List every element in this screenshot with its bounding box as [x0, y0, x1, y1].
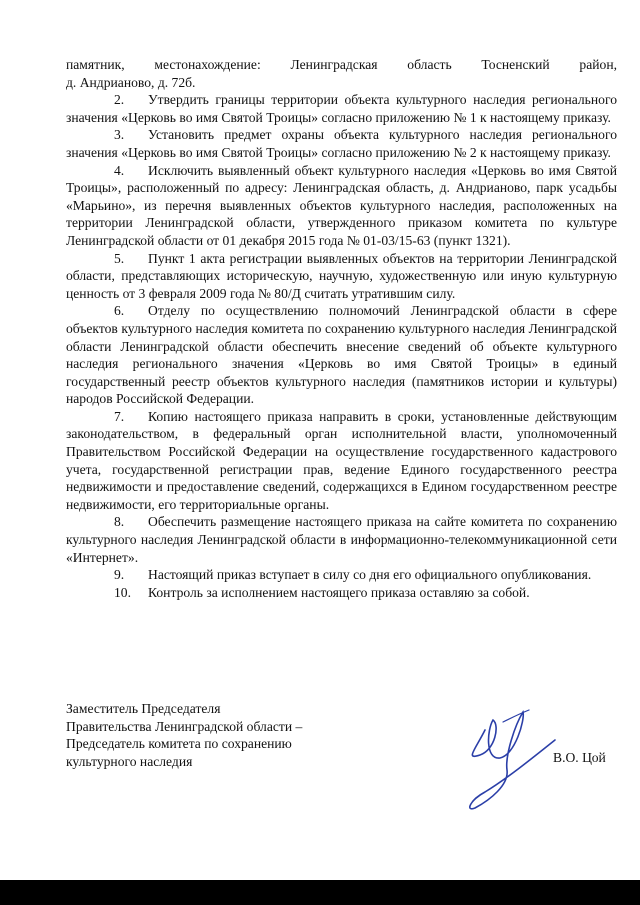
signatory-title	[66, 700, 302, 770]
signatory-title-line-4: культурного наследия	[66, 753, 193, 769]
item-number: 9.	[114, 567, 125, 583]
order-item-7	[66, 408, 617, 514]
item-number: 7.	[114, 408, 125, 424]
item-text: Настоящий приказ вступает в силу со дня его официального опубликования.	[148, 567, 592, 583]
item-number: 5.	[114, 250, 125, 266]
order-item-2	[66, 91, 617, 126]
item-number: 8.	[114, 514, 125, 530]
item-text: Исключить выявленный объект культурного наследия «Церковь во имя Святой Троицы», расположенный по адресу: Ленинградская область, д. Андрианово, парк усадьбы «Марьино», из перечня выявленных объектов культурного наследия, расположенных на территории Ленинградской области, утвержденного приказом комитета по культуре Ленинградской области от 01 декабря 2015 года № 01-03/15-63 (пункт 1321).	[66, 162, 617, 248]
order-item-6	[66, 302, 617, 408]
signatory-title-line-2: Правительства Ленинградской области –	[66, 718, 303, 734]
item-text: Установить предмет охраны объекта культурного наследия регионального значения «Церковь во имя Святой Троицы» согласно приложению № 2 к настоящему приказу.	[66, 127, 617, 160]
order-item-8	[66, 513, 617, 566]
order-item-10	[66, 584, 617, 602]
order-item-4	[66, 162, 617, 250]
signatory-title-line-1: Заместитель Председателя	[66, 701, 221, 716]
item-text: Пункт 1 акта регистрации выявленных объектов на территории Ленинградской области, представляющих историческую, научную, художественную или иную культурную ценность от 3 февраля 2009 года № 80/Д считать утратившим силу.	[66, 250, 617, 301]
handwritten-signature	[445, 700, 565, 815]
item-number: 10.	[114, 584, 131, 600]
item-number: 3.	[114, 127, 125, 143]
intro-line-2: д. Андрианово, д. 72б.	[66, 74, 196, 90]
item-number: 2.	[114, 92, 125, 108]
signatory-title-line-3: Председатель комитета по сохранению	[66, 736, 292, 752]
item-text: Контроль за исполнением настоящего приказа оставляю за собой.	[148, 584, 530, 600]
item-text: Утвердить границы территории объекта культурного наследия регионального значения «Церковь во имя Святой Троицы» согласно приложению № 1 к настоящему приказу.	[66, 92, 617, 125]
scan-bottom-border	[0, 880, 640, 905]
signatory-name: В.О. Цой	[553, 750, 606, 765]
order-body	[66, 56, 617, 601]
item-text: Копию настоящего приказа направить в сроки, установленные действующим законодательством, в федеральный орган исполнительной власти, уполномоченный Правительством Российской Федерации на осуществление государственного кадастрового учета, государственной регистрации прав, ведение Единого государственного реестра недвижимости и предоставление сведений, содержащихся в Едином государственном реестре недвижимости, его территориальные органы.	[66, 408, 617, 512]
order-item-9	[66, 566, 617, 584]
item-number: 4.	[114, 162, 125, 178]
item-number: 6.	[114, 303, 125, 319]
item-text: Отделу по осуществлению полномочий Ленинградской области в сфере объектов культурного наследия комитета по сохранению культурного наследия Ленинградской области Ленинградской области обеспечить внесение сведений об объекте культурного наследия регионального значения «Церковь во имя Святой Троицы» в единый государственный реестр объектов культурного наследия (памятников истории и культуры) народов Российской Федерации.	[66, 303, 617, 407]
order-item-3	[66, 126, 617, 161]
item-text: Обеспечить размещение настоящего приказа на сайте комитета по сохранению культурного наследия Ленинградской области в информационно-телекоммуникационной сети «Интернет».	[66, 514, 617, 565]
order-item-5	[66, 250, 617, 303]
intro-line-1: памятник, местонахождение: Ленинградская область Тосненский район,	[66, 57, 617, 72]
